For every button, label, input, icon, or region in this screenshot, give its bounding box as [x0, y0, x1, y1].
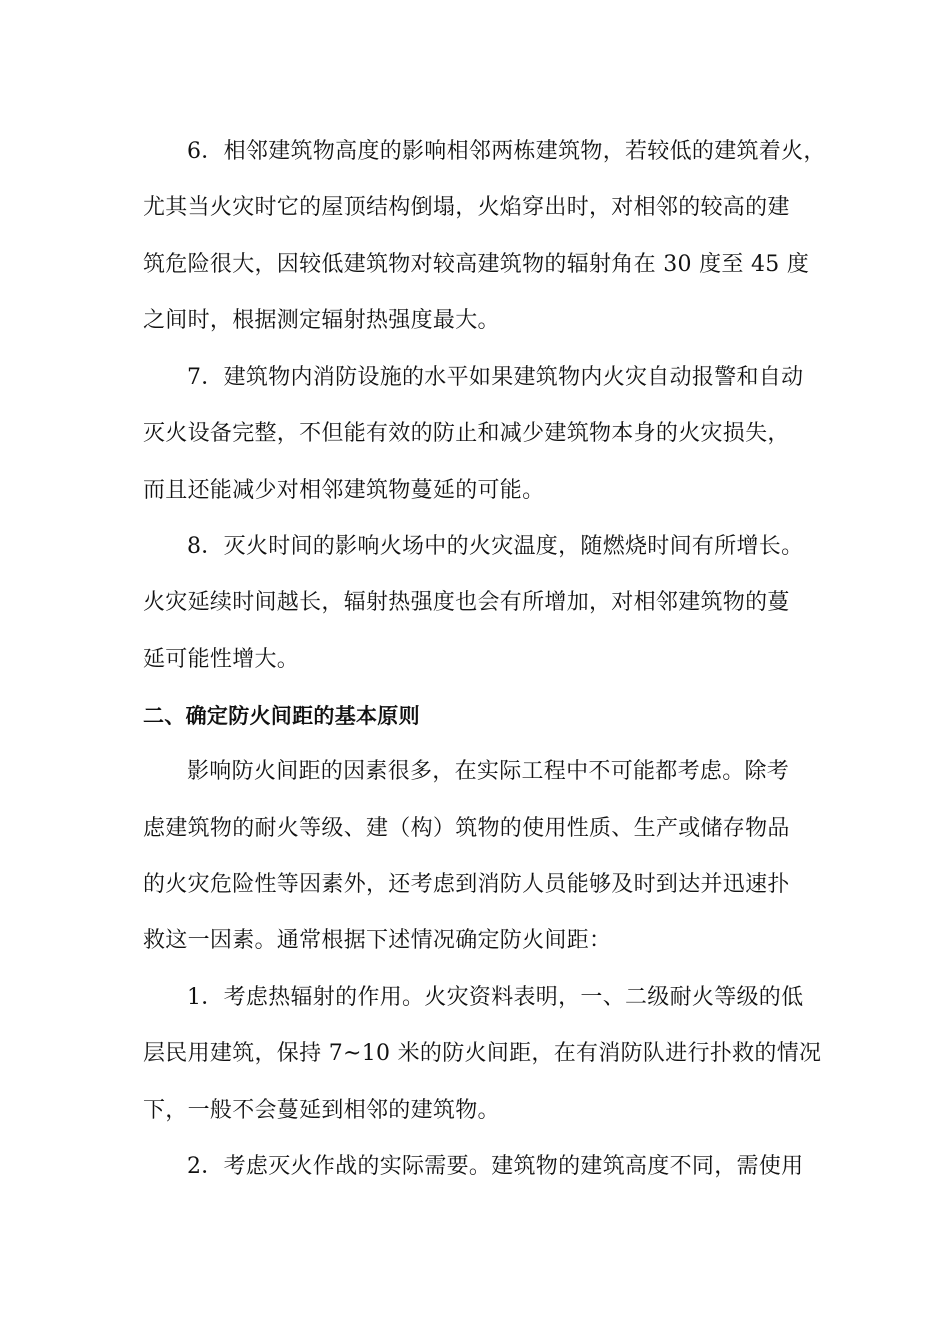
intro-paragraph-line-2: 虑建筑物的耐火等级、建（构）筑物的使用性质、生产或储存物品	[143, 816, 790, 841]
principle-2-line-1: 2．考虑灭火作战的实际需要。建筑物的建筑高度不同，需使用	[187, 1154, 804, 1179]
paragraph-6-line-2: 尤其当火灾时它的屋顶结构倒塌，火焰穿出时，对相邻的较高的建	[143, 195, 790, 220]
paragraph-8-line-2: 火灾延续时间越长，辐射热强度也会有所增加，对相邻建筑物的蔓	[143, 590, 790, 615]
paragraph-7-line-3: 而且还能减少对相邻建筑物蔓延的可能。	[143, 478, 545, 503]
paragraph-7-line-1: 7．建筑物内消防设施的水平如果建筑物内火灾自动报警和自动	[187, 365, 804, 390]
principle-1-line-3: 下，一般不会蔓延到相邻的建筑物。	[143, 1098, 500, 1123]
intro-paragraph-line-4: 救这一因素。通常根据下述情况确定防火间距：	[143, 928, 612, 953]
section-heading: 二、确定防火间距的基本原则	[143, 704, 420, 728]
paragraph-8-line-3: 延可能性增大。	[143, 647, 300, 672]
principle-1-line-2: 层民用建筑，保持 7~10 米的防火间距，在有消防队进行扑救的情况	[143, 1041, 822, 1066]
paragraph-6-line-3: 筑危险很大，因较低建筑物对较高建筑物的辐射角在 30 度至 45 度	[143, 252, 810, 277]
paragraph-8-line-1: 8．灭火时间的影响火场中的火灾温度，随燃烧时间有所增长。	[187, 534, 804, 559]
paragraph-6-line-4: 之间时，根据测定辐射热强度最大。	[143, 308, 500, 333]
paragraph-6-line-1: 6．相邻建筑物高度的影响相邻两栋建筑物，若较低的建筑着火，	[187, 139, 826, 164]
intro-paragraph-line-3: 的火灾危险性等因素外，还考虑到消防人员能够及时到达并迅速扑	[143, 872, 790, 897]
principle-1-line-1: 1．考虑热辐射的作用。火灾资料表明，一、二级耐火等级的低	[187, 985, 804, 1010]
intro-paragraph-line-1: 影响防火间距的因素很多，在实际工程中不可能都考虑。除考	[187, 759, 790, 784]
paragraph-7-line-2: 灭火设备完整，不但能有效的防止和减少建筑物本身的火灾损失，	[143, 421, 790, 446]
